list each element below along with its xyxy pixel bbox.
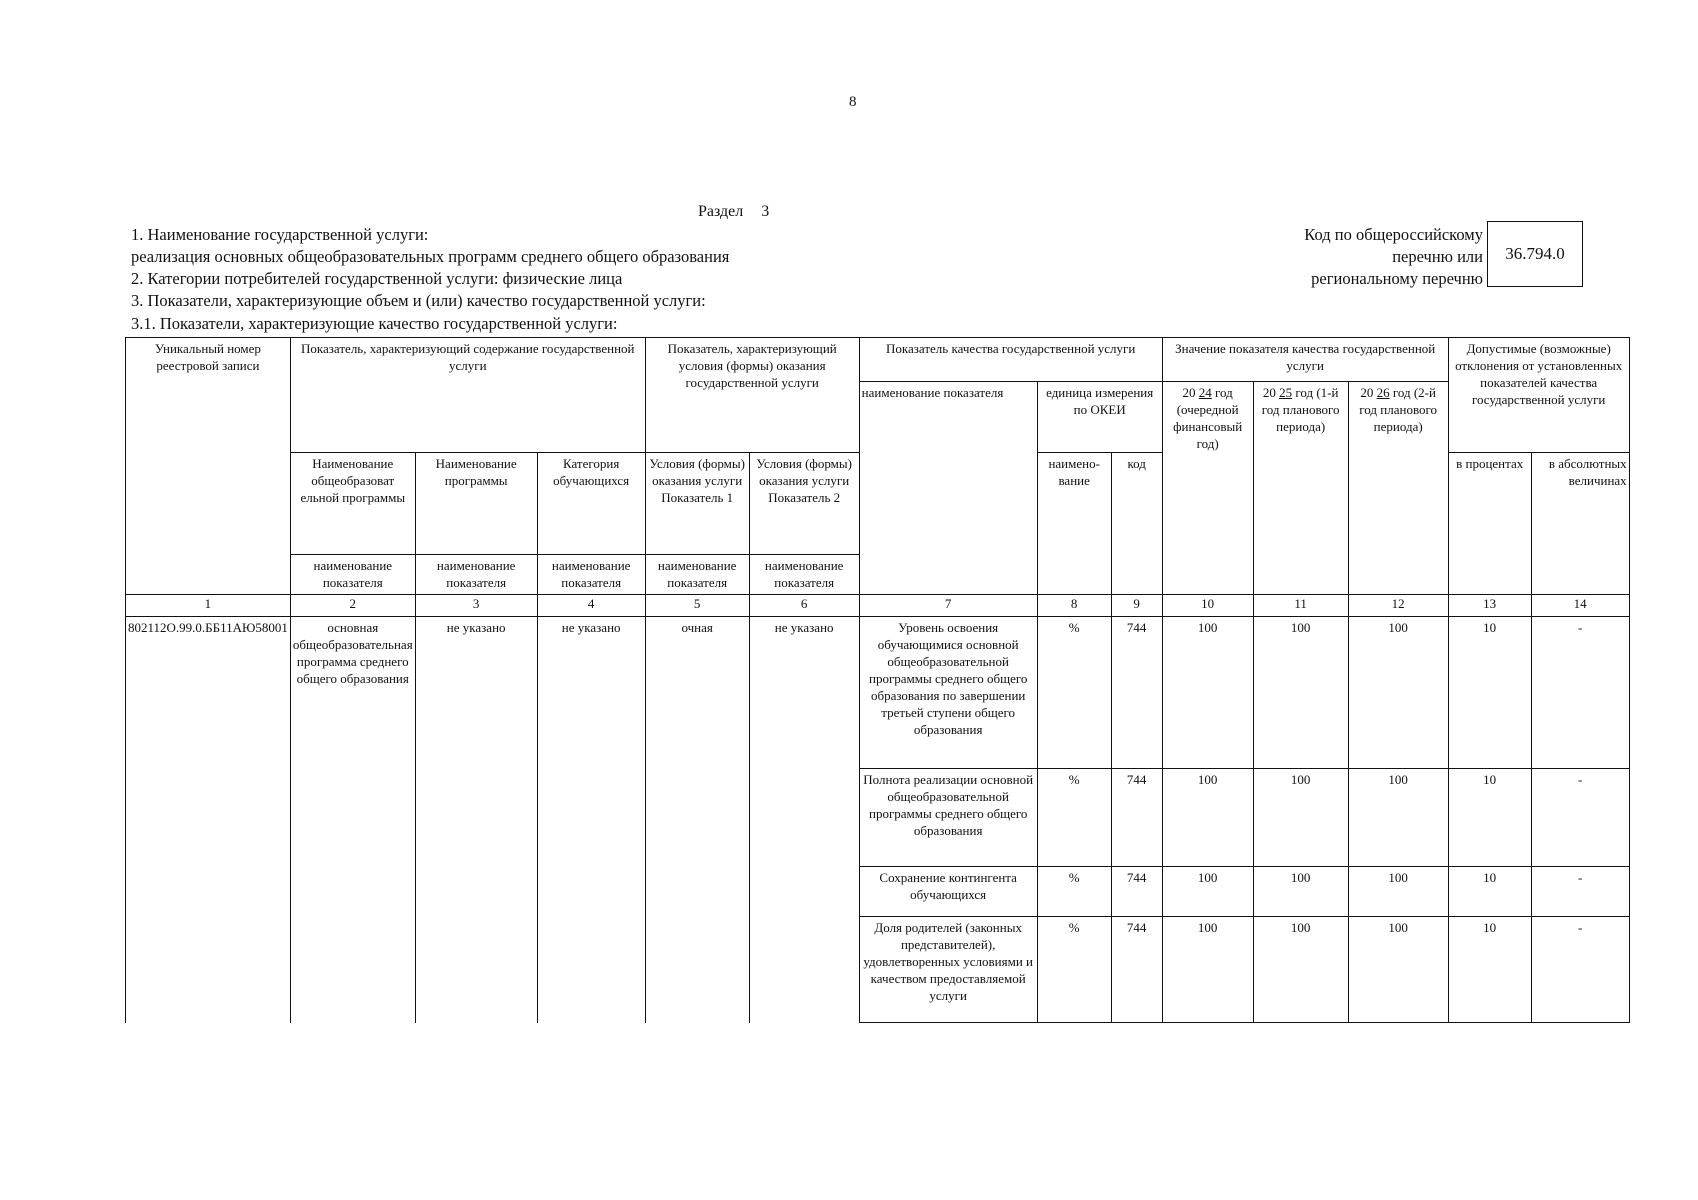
indicator-name: Полнота реализации основной общеобразовательной программы среднего общего образования (859, 769, 1037, 867)
column-number: 13 (1448, 595, 1531, 617)
registry-code-value: 36.794.0 (1505, 244, 1565, 263)
column-number: 1 (126, 595, 291, 617)
registry-code-label-line-1: Код по общероссийскому (1304, 225, 1483, 244)
deviation-percent: 10 (1448, 617, 1531, 769)
header-col-6: Условия (формы) оказания услуги Показатель 2 (749, 453, 859, 555)
year-2-prefix: 20 (1262, 385, 1276, 400)
header-col-4: Категория обучающихся (537, 453, 645, 555)
column-number: 6 (749, 595, 859, 617)
registry-code-box (1487, 221, 1583, 287)
column-number: 8 (1037, 595, 1111, 617)
registry-code-label-line-3: региональному перечню (1311, 269, 1483, 288)
header-quality-group: Показатель качества государственной услуги (859, 338, 1162, 382)
header-conditions-group: Показатель, характеризующий условия (формы) оказания государственной услуги (645, 338, 859, 453)
year-3-suffix: год (2-й год планового периода) (1359, 385, 1438, 434)
deviation-percent: 10 (1448, 867, 1531, 917)
quality-indicators-table (125, 337, 1630, 1023)
section-label: Раздел (698, 203, 744, 220)
indicator-value-year-3: 100 (1348, 769, 1448, 867)
column-number: 12 (1348, 595, 1448, 617)
indicator-name: Сохранение контингента обучающихся (859, 867, 1037, 917)
indicator-unit: % (1037, 867, 1111, 917)
header-okei-unit: единица измерения по ОКЕИ (1037, 382, 1162, 453)
indicator-value-year-3: 100 (1348, 917, 1448, 1023)
indicator-value-year-2: 100 (1253, 867, 1348, 917)
header-deviation-group: Допустимые (возможные) отклонения от установленных показателей качества государственной услуги (1448, 338, 1629, 453)
record-condition-1: очная (645, 617, 749, 1023)
sub-header-col-2: наименование показателя (290, 555, 415, 595)
table-row (126, 617, 1630, 769)
header-content-group: Показатель, характеризующий содержание государственной услуги (290, 338, 645, 453)
header-col-3: Наименование программы (415, 453, 537, 555)
record-category: не указано (537, 617, 645, 1023)
deviation-absolute: - (1531, 917, 1629, 1023)
deviation-absolute: - (1531, 617, 1629, 769)
indicator-code: 744 (1111, 867, 1162, 917)
header-value-group: Значение показателя качества государственной услуги (1162, 338, 1448, 382)
year-3-prefix: 20 (1360, 385, 1374, 400)
section-title (698, 203, 769, 221)
indicator-value-year-3: 100 (1348, 617, 1448, 769)
header-okei-code: код (1111, 453, 1162, 595)
deviation-absolute: - (1531, 769, 1629, 867)
record-program: основная общеобразовательная программа среднего общего образования (290, 617, 415, 1023)
heading-block (131, 224, 729, 312)
indicator-unit: % (1037, 769, 1111, 867)
indicator-name: Доля родителей (законных представителей), удовлетворенных условиями и качеством предоставляемой услуги (859, 917, 1037, 1023)
year-1-prefix: 20 (1182, 385, 1196, 400)
heading-line-3: 2. Категории потребителей государственной услуги: физические лица (131, 269, 623, 288)
indicator-value-year-1: 100 (1162, 769, 1253, 867)
year-1-suffix: год (очередной финансовый год) (1173, 385, 1243, 451)
indicator-value-year-3: 100 (1348, 867, 1448, 917)
sub-header-col-5: наименование показателя (645, 555, 749, 595)
column-numbers-row (126, 595, 1630, 617)
deviation-percent: 10 (1448, 917, 1531, 1023)
heading-line-4: 3. Показатели, характеризующие объем и (или) качество государственной услуги: (131, 291, 706, 310)
column-number: 3 (415, 595, 537, 617)
indicator-value-year-1: 100 (1162, 867, 1253, 917)
indicator-value-year-2: 100 (1253, 917, 1348, 1023)
header-absolute: в абсолютных величинах (1531, 453, 1629, 595)
header-col-2: Наименование общеобразоват ельной программы (290, 453, 415, 555)
header-unique-number: Уникальный номер реестровой записи (126, 338, 291, 595)
header-okei-name: наимено-вание (1037, 453, 1111, 595)
year-3-number: 26 (1376, 385, 1390, 400)
header-year-3 (1348, 382, 1448, 595)
column-number: 7 (859, 595, 1037, 617)
header-year-1 (1162, 382, 1253, 595)
column-number: 5 (645, 595, 749, 617)
quality-subtitle: 3.1. Показатели, характеризующие качество государственной услуги: (131, 314, 618, 333)
indicator-code: 744 (1111, 617, 1162, 769)
record-program-name: не указано (415, 617, 537, 1023)
year-1-number: 24 (1198, 385, 1212, 400)
indicator-unit: % (1037, 617, 1111, 769)
sub-header-col-4: наименование показателя (537, 555, 645, 595)
record-condition-2: не указано (749, 617, 859, 1023)
column-number: 4 (537, 595, 645, 617)
header-indicator-name: наименование показателя (859, 382, 1037, 595)
section-number: 3 (761, 203, 770, 220)
column-number: 2 (290, 595, 415, 617)
year-2-number: 25 (1279, 385, 1293, 400)
indicator-code: 744 (1111, 769, 1162, 867)
column-number: 11 (1253, 595, 1348, 617)
page-number: 8 (849, 94, 857, 110)
column-number: 10 (1162, 595, 1253, 617)
year-2-suffix: год (1-й год планового периода) (1261, 385, 1340, 434)
indicator-unit: % (1037, 917, 1111, 1023)
column-number: 9 (1111, 595, 1162, 617)
record-unique-number: 802112О.99.0.ББ11АЮ58001 (126, 617, 291, 1023)
header-year-2 (1253, 382, 1348, 595)
deviation-percent: 10 (1448, 769, 1531, 867)
indicator-name: Уровень освоения обучающимися основной общеобразовательной программы среднего общего образования по завершении третьей ступени общего образования (859, 617, 1037, 769)
column-number: 14 (1531, 595, 1629, 617)
registry-code-label-line-2: перечню или (1392, 247, 1483, 266)
registry-code-label (1304, 224, 1483, 290)
sub-header-col-6: наименование показателя (749, 555, 859, 595)
deviation-absolute: - (1531, 867, 1629, 917)
indicator-value-year-2: 100 (1253, 769, 1348, 867)
header-col-5: Условия (формы) оказания услуги Показатель 1 (645, 453, 749, 555)
heading-line-2: реализация основных общеобразовательных программ среднего общего образования (131, 247, 730, 266)
indicator-value-year-1: 100 (1162, 617, 1253, 769)
sub-header-col-3: наименование показателя (415, 555, 537, 595)
heading-line-1: 1. Наименование государственной услуги: (131, 225, 429, 244)
indicator-value-year-2: 100 (1253, 617, 1348, 769)
indicator-value-year-1: 100 (1162, 917, 1253, 1023)
indicator-code: 744 (1111, 917, 1162, 1023)
header-percent: в процентах (1448, 453, 1531, 595)
